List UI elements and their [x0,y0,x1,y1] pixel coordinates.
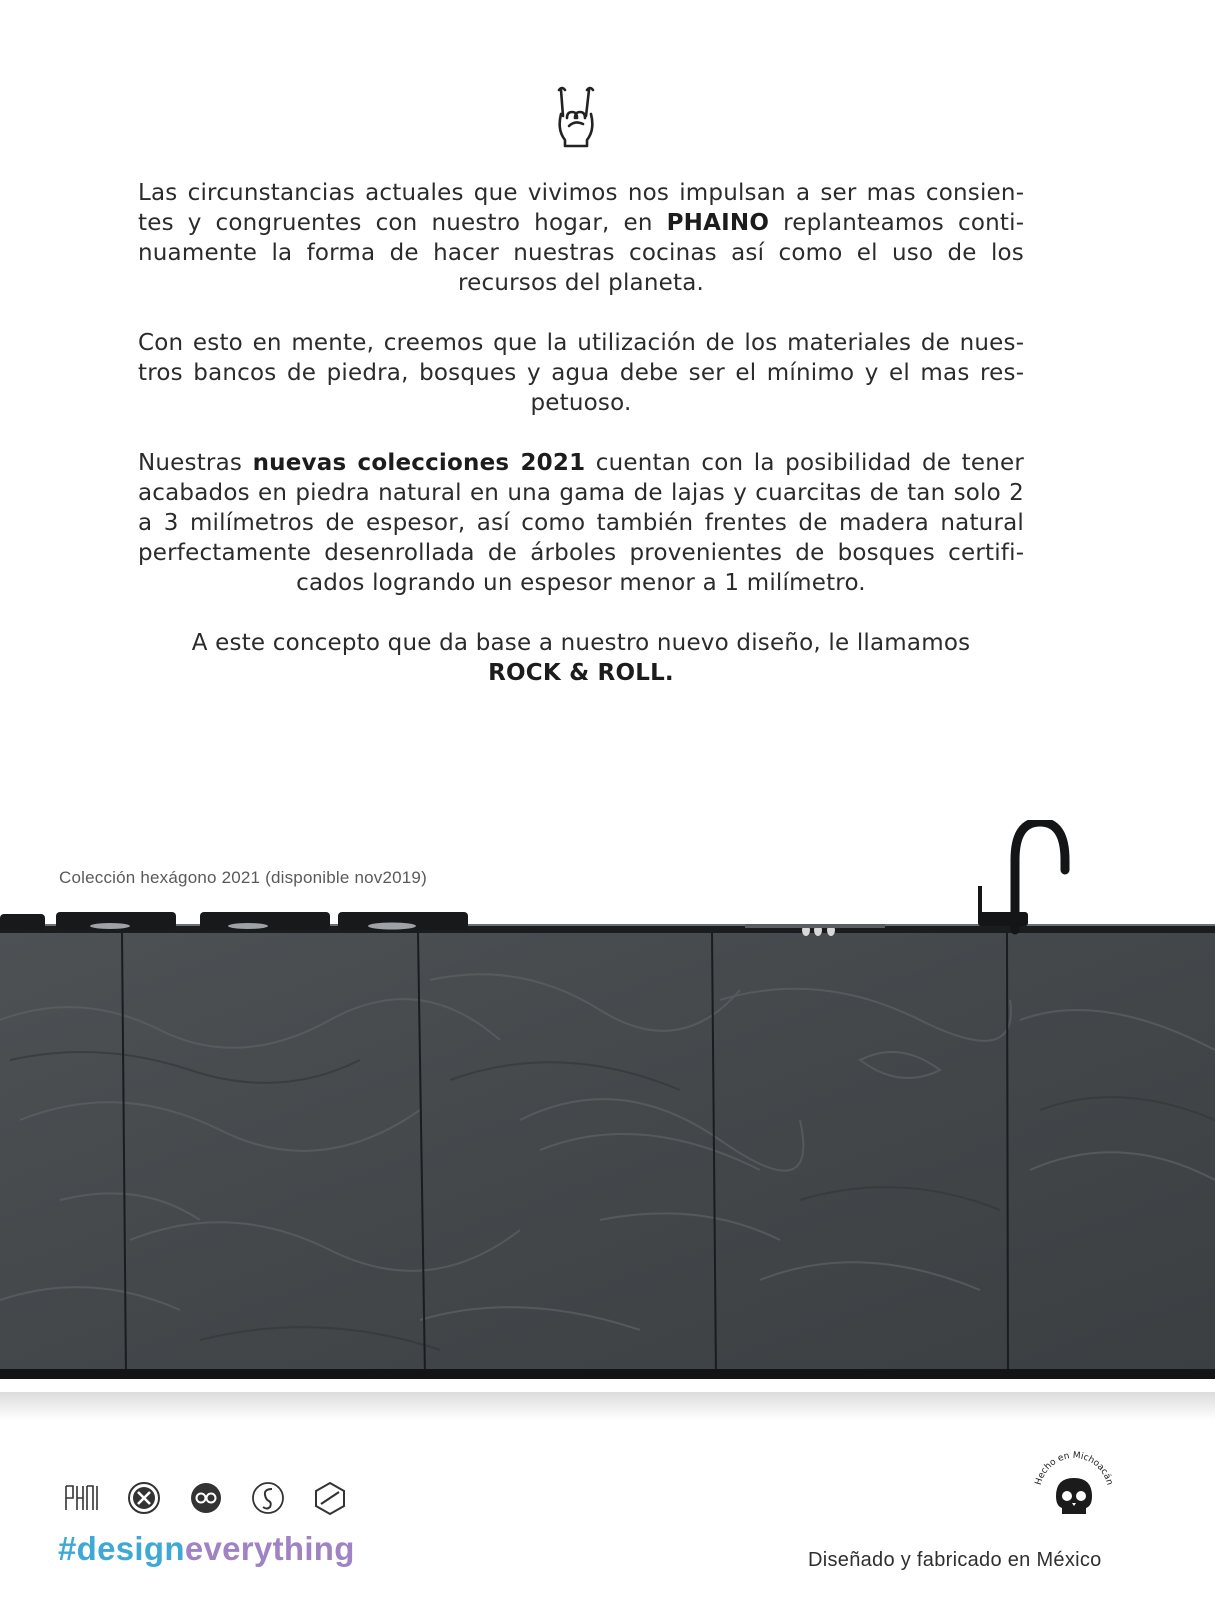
s-circle-logo [249,1480,287,1516]
paragraph-1: Las circunstancias actuales que vivimos nos impulsan a ser mas consientes y congruentes con nuestro hogar, en PHAINO replanteamos continuamente la forma de hacer nuestras cocinas así como el uso de los recursos del planeta. [138,180,1024,296]
infinity-logo [187,1480,225,1516]
paragraph-4: A este concepto que da base a nuestro nuevo diseño, le llamamos ROCK & ROLL. [138,628,1024,688]
brand-name: PHAINO [666,210,770,236]
concept-name: ROCK & ROLL. [488,660,674,686]
paragraph-3: Nuestras nuevas colecciones 2021 cuentan con la posibilidad de tener acabados en piedra natural en una gama de lajas y cuarcitas de tan solo 2 a 3 milímetros de espesor, así como también frentes de madera natural perfectamente desenrollada de árboles provenientes de bosques certificados logrando un espesor menor a 1 milímetro. [138,450,1024,596]
hexagon-logo [311,1480,349,1516]
phaino-logo [63,1480,101,1516]
svg-text:Hecho en Michoacán: Hecho en Michoacán [1033,1450,1115,1487]
collection-highlight: nuevas colecciones 2021 [252,450,586,476]
paragraph-2: Con esto en mente, creemos que la utilización de los materiales de nuestros bancos de piedra, bosques y agua debe ser el mínimo y el mas respetuoso. [138,330,1024,416]
rock-hand-icon [553,84,599,148]
made-in-mexico-text: Diseñado y fabricado en México [808,1549,1102,1571]
body-copy [138,178,1024,688]
skull-badge-icon [1028,1448,1120,1520]
kitchen-stone-image [0,820,1215,1420]
design-hashtag: #designeverything [58,1530,355,1567]
brand-logo-row [63,1480,349,1516]
image-caption: Colección hexágono 2021 (disponible nov2019) [59,868,427,887]
x-circle-logo [125,1480,163,1516]
